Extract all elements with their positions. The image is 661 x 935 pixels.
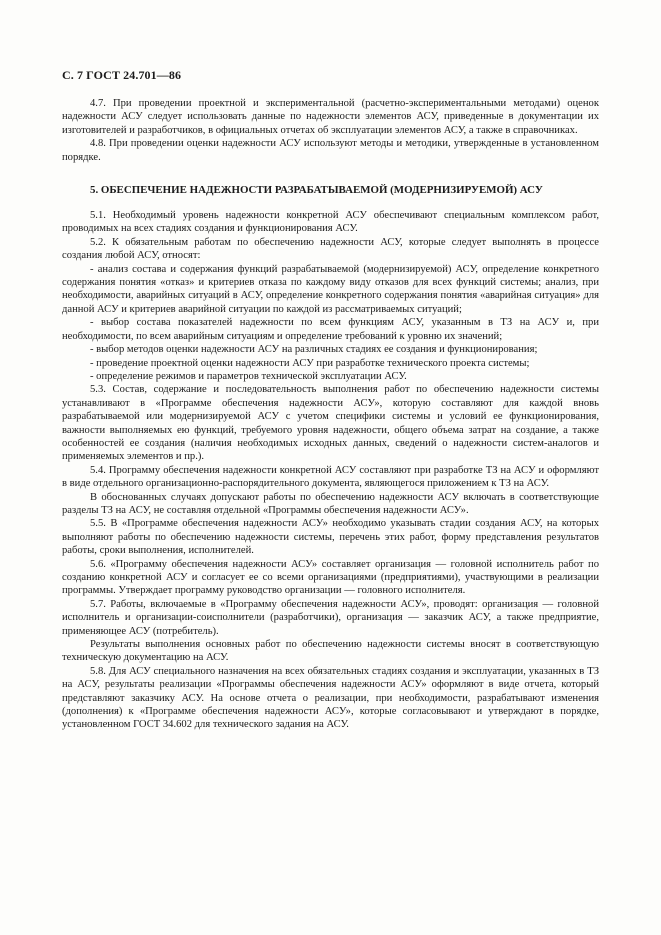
paragraph-5-7: 5.7. Работы, включаемые в «Программу обеспечения надежности АСУ», проводят: организация — головной исполнитель и организации-соисполнители (разработчики), организация — заказчик АСУ, а также предприятие, применяющее АСУ (потребитель). xyxy=(62,598,599,637)
list-item: - определение режимов и параметров технической эксплуатации АСУ. xyxy=(90,370,407,382)
list-item: - проведение проектной оценки надежности АСУ при разработке технического проекта системы; xyxy=(90,357,530,369)
list-item: - выбор состава показателей надежности по всем функциям АСУ, указанным в ТЗ на АСУ и, при необходимости, по всем аварийным ситуациям и определение требований к уровню их значений; xyxy=(62,317,599,342)
paragraph-5-4: 5.4. Программу обеспечения надежности конкретной АСУ составляют при разработке ТЗ на АСУ и оформляют в виде отдельного организационно-распорядительного документа, являющегося приложением к ТЗ на АСУ. xyxy=(62,464,599,490)
list-item: - анализ состава и содержания функций разрабатываемой (модернизируемой) АСУ, определение конкретного содержания понятия «отказ» и критериев отказа по каждому виду отказов для всех функций системы; анализ, при необходимости, аварийных ситуаций в АСУ, определение конкретного содержания понятия «аварийная ситуация» для данной АСУ и критериев аварийной ситуации по каждой из рассматриваемых ситуаций; xyxy=(62,263,599,315)
paragraph-5-7-results: Результаты выполнения основных работ по обеспечению надежности системы вносят в соответствующую техническую документацию на АСУ. xyxy=(62,639,599,664)
paragraph-4-7: 4.7. При проведении проектной и экспериментальной (расчетно-экспериментальными методами) оценок надежности АСУ следует использовать данные по надежности элементов АСУ, приведенные в документации их изготовителей и разработчиков, в официальных отчетах об эксплуатации элементов АСУ, а также в справочниках. xyxy=(62,98,599,136)
paragraph-5-1: 5.1. Необходимый уровень надежности конкретной АСУ обеспечивают специальным комплексом работ, проводимых на всех стадиях создания и функционирования АСУ. xyxy=(62,210,599,235)
paragraph-5-6: 5.6. «Программу обеспечения надежности АСУ» составляет организация — головной исполнитель работ по созданию конкретной АСУ и согласует ее со всеми организациями (предприятиями), участвующими в реализации программы. Утверждает программу руководство организации — головного исполнителя. xyxy=(62,558,599,597)
paragraph-5-3: 5.3. Состав, содержание и последовательность выполнения работ по обеспечению надежности системы устанавливают в «Программе обеспечения надежности АСУ», которую составляют для каждой вновь разрабатываемой или модернизируемой АСУ с учетом специфики системы и условий ее функционирования, важности выполняемых ею функций, требуемого уровня надежности, общего объема затрат на создание, а также особенностей ее создания (наличия необходимых исходных данных, сведений о надежности систем-аналогов и применяемых элементов и пр.). xyxy=(62,384,599,463)
paragraph-5-5: 5.5. В «Программе обеспечения надежности АСУ» необходимо указывать стадии создания АСУ, на которых выполняют работы по обеспечению надежности системы, перечень этих работ, форму представления результатов работы, сроки выполнения, исполнителей. xyxy=(62,518,599,557)
paragraph-5-2: 5.2. К обязательным работам по обеспечению надежности АСУ, которые следует выполнять в процессе создания любой АСУ, относят: xyxy=(62,236,599,262)
list-item: - выбор методов оценки надежности АСУ на различных стадиях ее создания и функционирования; xyxy=(90,344,538,356)
paragraph-4-8: 4.8. При проведении оценки надежности АСУ используют методы и методики, утвержденные в установленном порядке. xyxy=(62,138,599,163)
section-5-title: 5. ОБЕСПЕЧЕНИЕ НАДЕЖНОСТИ РАЗРАБАТЫВАЕМОЙ (МОДЕРНИЗИРУЕМОЙ) АСУ xyxy=(90,184,543,197)
page-content xyxy=(62,97,599,732)
page-header: С. 7 ГОСТ 24.701—86 xyxy=(62,68,182,82)
paragraph-5-8: 5.8. Для АСУ специального назначения на всех обязательных стадиях создания и эксплуатации, указанных в ТЗ на АСУ, результаты реализации «Программы обеспечения надежности АСУ» оформляют в виде отчета, который представляют заказчику АСУ. На основе отчета о реализации, при необходимости, разрабатывают изменения (дополнения) к «Программе обеспечения надежности АСУ», которые согласовывают и утверждают в порядке, установленном ГОСТ 34.602 для технического задания на АСУ. xyxy=(62,665,599,731)
paragraph-5-4-note: В обоснованных случаях допускают работы по обеспечению надежности АСУ включать в соответствующие разделы ТЗ на АСУ, не составляя отдельной «Программы обеспечения надежности АСУ». xyxy=(62,491,599,516)
